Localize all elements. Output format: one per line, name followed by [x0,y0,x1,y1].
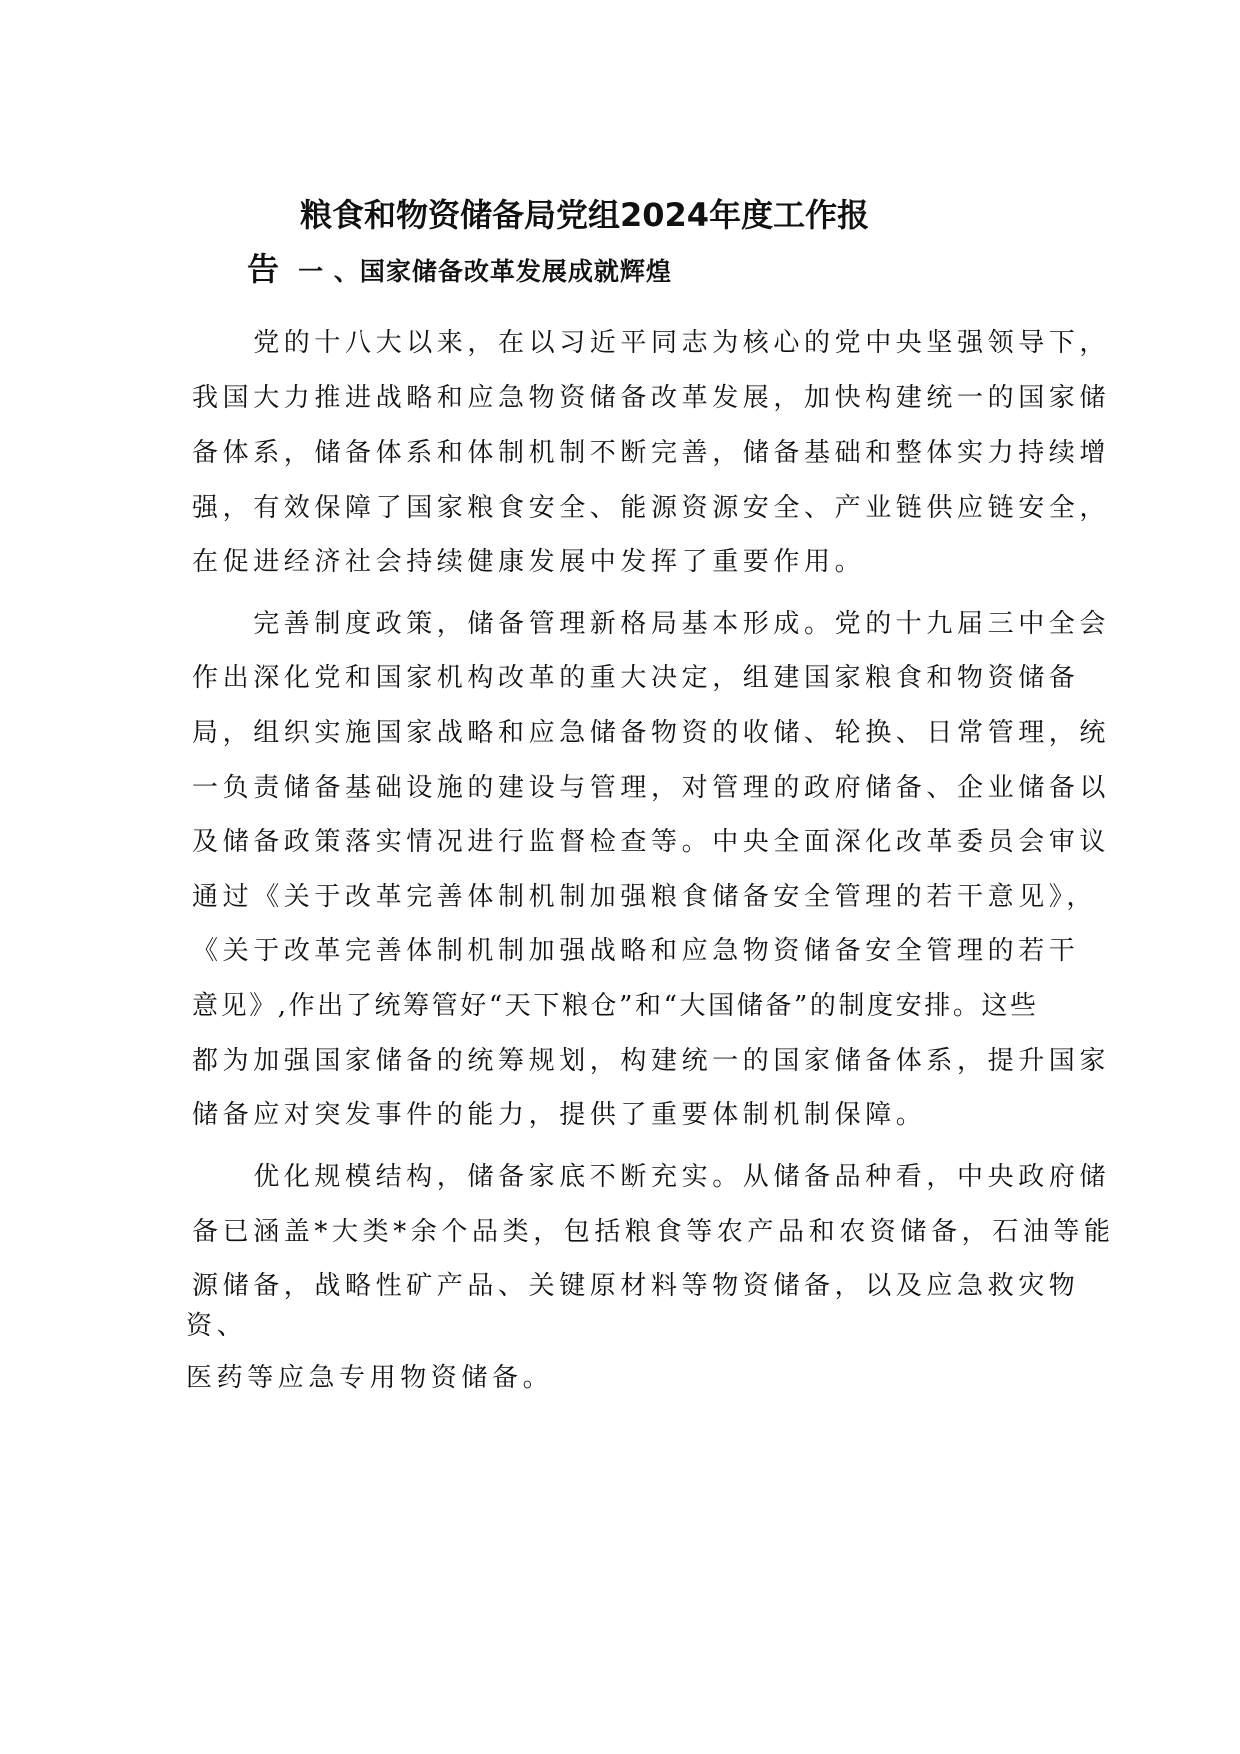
body-text-line: 一负责储备基础设施的建设与管理，对管理的政府储备、企业储备以 [192,773,1111,803]
body-text-line: 优化规模结构，储备家底不断充实。从储备品种看，中央政府储 [192,1162,1111,1192]
body-text-line: 局，组织实施国家战略和应急储备物资的收储、轮换、日常管理，统 [192,718,1111,748]
body-text-line: 医药等应急专用物资储备。 [186,1363,554,1393]
body-text-line: 及储备政策落实情况进行监督检查等。中央全面深化改革委员会审议 [192,827,1111,857]
document-title: 粮食和物资储备局党组2024年度工作报 [300,196,870,234]
body-text-line: 资、 [186,1311,248,1341]
body-text-line: 意见》,作出了统筹管好“天下粮仓”和“大国储备”的制度安排。这些 [192,991,1039,1021]
body-text-line: 我国大力推进战略和应急物资储备改革发展，加快构建统一的国家储 [192,383,1111,413]
body-text-line: 强，有效保障了国家粮食安全、能源资源安全、产业链供应链安全， [192,493,1111,523]
body-text-line: 源储备，战略性矿产品、关键原材料等物资储备，以及应急救灾物 [192,1271,1080,1301]
document-title-last-char: 告 [247,250,280,288]
body-text-line: 储备应对突发事件的能力，提供了重要体制机制保障。 [192,1100,927,1130]
body-text-line: 完善制度政策，储备管理新格局基本形成。党的十九届三中全会 [192,609,1111,639]
section-heading: 一 、国家储备改革发展成就辉煌 [298,257,672,286]
body-text-line: 备已涵盖*大类*余个品类，包括粮食等农产品和农资储备，石油等能 [192,1217,1115,1247]
body-text-line: 党的十八大以来，在以习近平同志为核心的党中央坚强领导下， [192,328,1111,358]
body-text-line: 都为加强国家储备的统筹规划，构建统一的国家储备体系，提升国家 [192,1046,1111,1076]
body-text-line: 在促进经济社会持续健康发展中发挥了重要作用。 [192,547,866,577]
body-text-line: 作出深化党和国家机构改革的重大决定，组建国家粮食和物资储备 [192,663,1080,693]
title-continuation-row [247,244,672,290]
body-text-line: 《关于改革完善体制机制加强战略和应急物资储备安全管理的若干 [192,936,1080,966]
body-text-line: 备体系，储备体系和体制机制不断完善，储备基础和整体实力持续增 [192,438,1111,468]
body-text-line: 通过《关于改革完善体制机制加强粮食储备安全管理的若干意见》， [192,882,1098,912]
